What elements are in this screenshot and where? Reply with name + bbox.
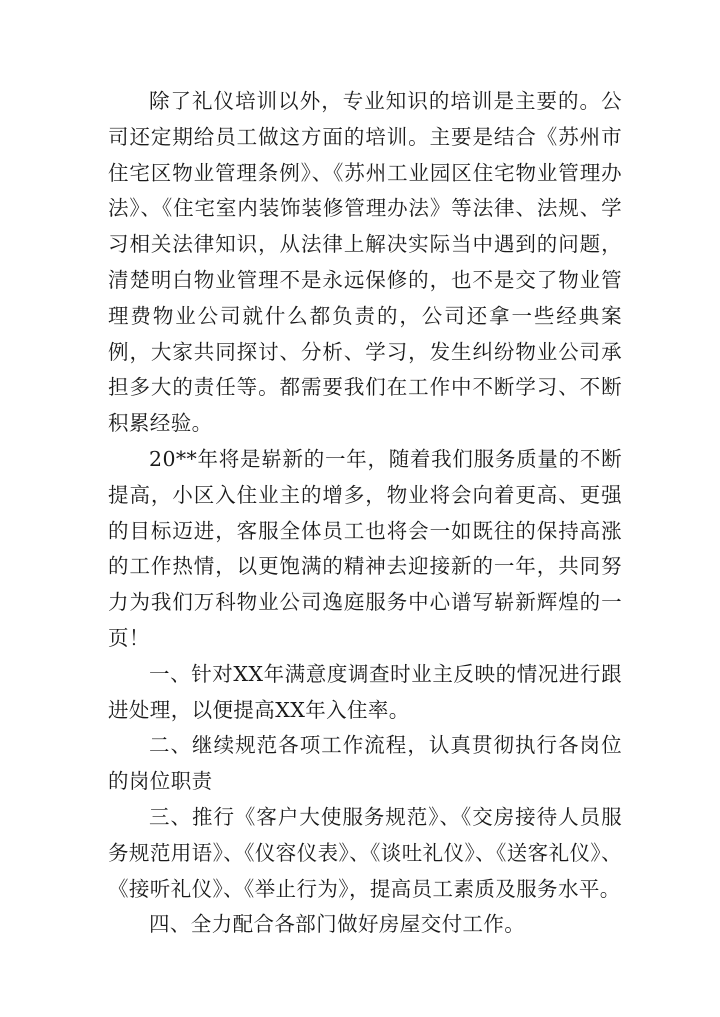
document-body: [108, 84, 622, 943]
paragraph-training: 除了礼仪培训以外，专业知识的培训是主要的。公司还定期给员工做这方面的培训。主要是结合《苏州市住宅区物业管理条例》、《苏州工业园区住宅物业管理办法》、《住宅室内装饰装修管理办法》等法律、法规、学习相关法律知识，从法律上解决实际当中遇到的问题，清楚明白物业管理不是永远保修的，也不是交了物业管理费物业公司就什么都负责的，公司还拿一些经典案例，大家共同探讨、分析、学习，发生纠纷物业公司承担多大的责任等。都需要我们在工作中不断学习、不断积累经验。: [108, 89, 622, 436]
paragraph-item-3: 三、推行《客户大使服务规范》、《交房接待人员服务规范用语》、《仪容仪表》、《谈吐礼仪》、《送客礼仪》、《接听礼仪》、《举止行为》，提高员工素质及服务水平。: [108, 804, 622, 901]
paragraph-item-4: 四、全力配合各部门做好房屋交付工作。: [149, 912, 526, 937]
paragraph-item-2: 二、继续规范各项工作流程，认真贯彻执行各岗位的岗位职责: [108, 733, 622, 794]
paragraph-item-1: 一、针对XX年满意度调查时业主反映的情况进行跟进处理，以便提高XX年入住率。: [108, 661, 622, 722]
paragraph-new-year: 20**年将是崭新的一年，随着我们服务质量的不断提高，小区入住业主的增多，物业将会向着更高、更强的目标迈进，客服全体员工也将会一如既往的保持高涨的工作热情，以更饱满的精神去迎接新的一年，共同努力为我们万科物业公司逸庭服务中心谱写崭新辉煌的一页！: [108, 446, 622, 650]
